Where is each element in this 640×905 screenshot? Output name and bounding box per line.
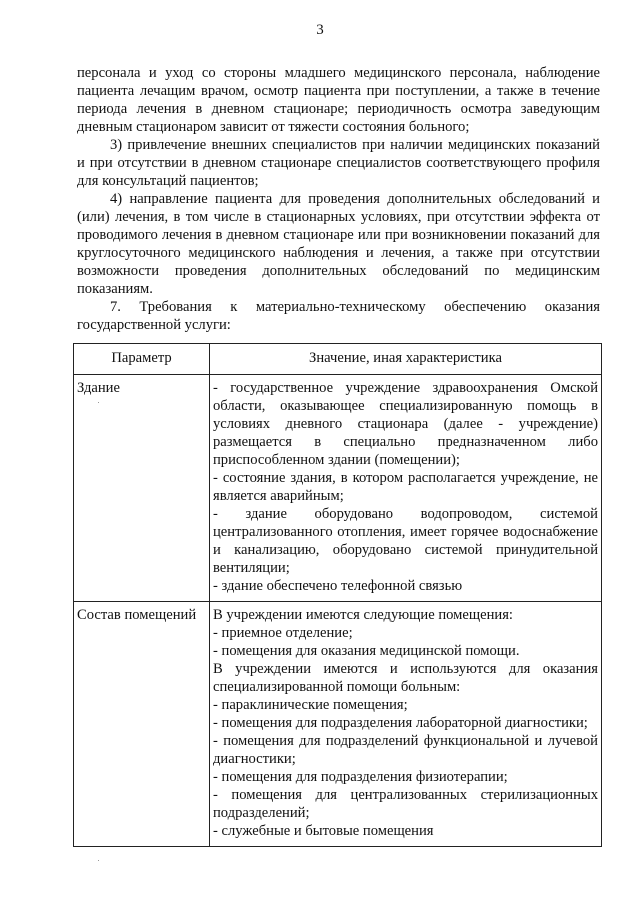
row-param-building: Здание — [74, 375, 210, 602]
list-item: - помещения для подразделений функциональной и лучевой диагностики; — [213, 733, 598, 767]
list-item: - здание обеспечено телефонной связью — [213, 578, 463, 594]
paragraph-section-7: 7. Требования к материально-техническому обеспечению оказания государственной услуги: — [77, 299, 600, 333]
header-parameter: Параметр — [74, 344, 210, 375]
list-item: - помещения для централизованных стерилизационных подразделений; — [213, 787, 598, 821]
row-param-rooms: Состав помещений — [74, 602, 210, 847]
list-item: В учреждении имеются и используются для оказания специализированной помощи больным: — [213, 661, 598, 695]
table-row — [74, 602, 602, 847]
list-item: - служебные и бытовые помещения — [213, 823, 434, 839]
list-item: В учреждении имеются следующие помещения: — [213, 607, 513, 623]
table-header-row — [74, 344, 602, 375]
list-item: - параклинические помещения; — [213, 697, 408, 713]
list-item: - состояние здания, в котором располагается учреждение, не является аварийным; — [213, 470, 598, 504]
requirements-table — [73, 343, 602, 847]
page-number: 3 — [316, 22, 324, 38]
paragraph-continuation: персонала и уход со стороны младшего медицинского персонала, наблюдение пациента лечащим врачом, осмотр пациента при поступлении, а также в течение периода лечения в дневном стационаре; периодичность осмотра заведующим дневным стационаром зависит от тяжести состояния больного; — [77, 65, 600, 135]
list-item: - государственное учреждение здравоохранения Омской области, оказывающее специализированную помощь в условиях дневного стационара (далее - учреждение) размещается в специально предназначенном либо приспособленном здании (помещении); — [213, 380, 598, 468]
paragraph-item-4: 4) направление пациента для проведения дополнительных обследований и (или) лечения, в том числе в стационарных условиях, при отсутствии эффекта от проводимого лечения в дневном стационаре или при возникновении показаний для круглосуточного медицинского наблюдения и лечения, а также при отсутствии возможности проведения дополнительных обследований по медицинским показаниям. — [77, 191, 600, 297]
list-item: - помещения для подразделения лабораторной диагностики; — [213, 715, 588, 731]
scan-speck — [98, 402, 99, 403]
header-value: Значение, иная характеристика — [210, 344, 602, 375]
list-item: - помещения для оказания медицинской помощи. — [213, 643, 520, 659]
list-item: - приемное отделение; — [213, 625, 353, 641]
row-value-building — [210, 375, 602, 602]
list-item: - помещения для подразделения физиотерапии; — [213, 769, 508, 785]
list-item: - здание оборудовано водопроводом, системой централизованного отопления, имеет горячее водоснабжение и канализацию, оборудовано системой принудительной вентиляции; — [213, 506, 598, 576]
body-text — [77, 64, 600, 334]
table-row — [74, 375, 602, 602]
paragraph-item-3: 3) привлечение внешних специалистов при наличии медицинских показаний и при отсутствии в дневном стационаре специалистов соответствующего профиля для консультаций пациентов; — [77, 137, 600, 189]
scan-speck — [98, 860, 99, 861]
row-value-rooms — [210, 602, 602, 847]
